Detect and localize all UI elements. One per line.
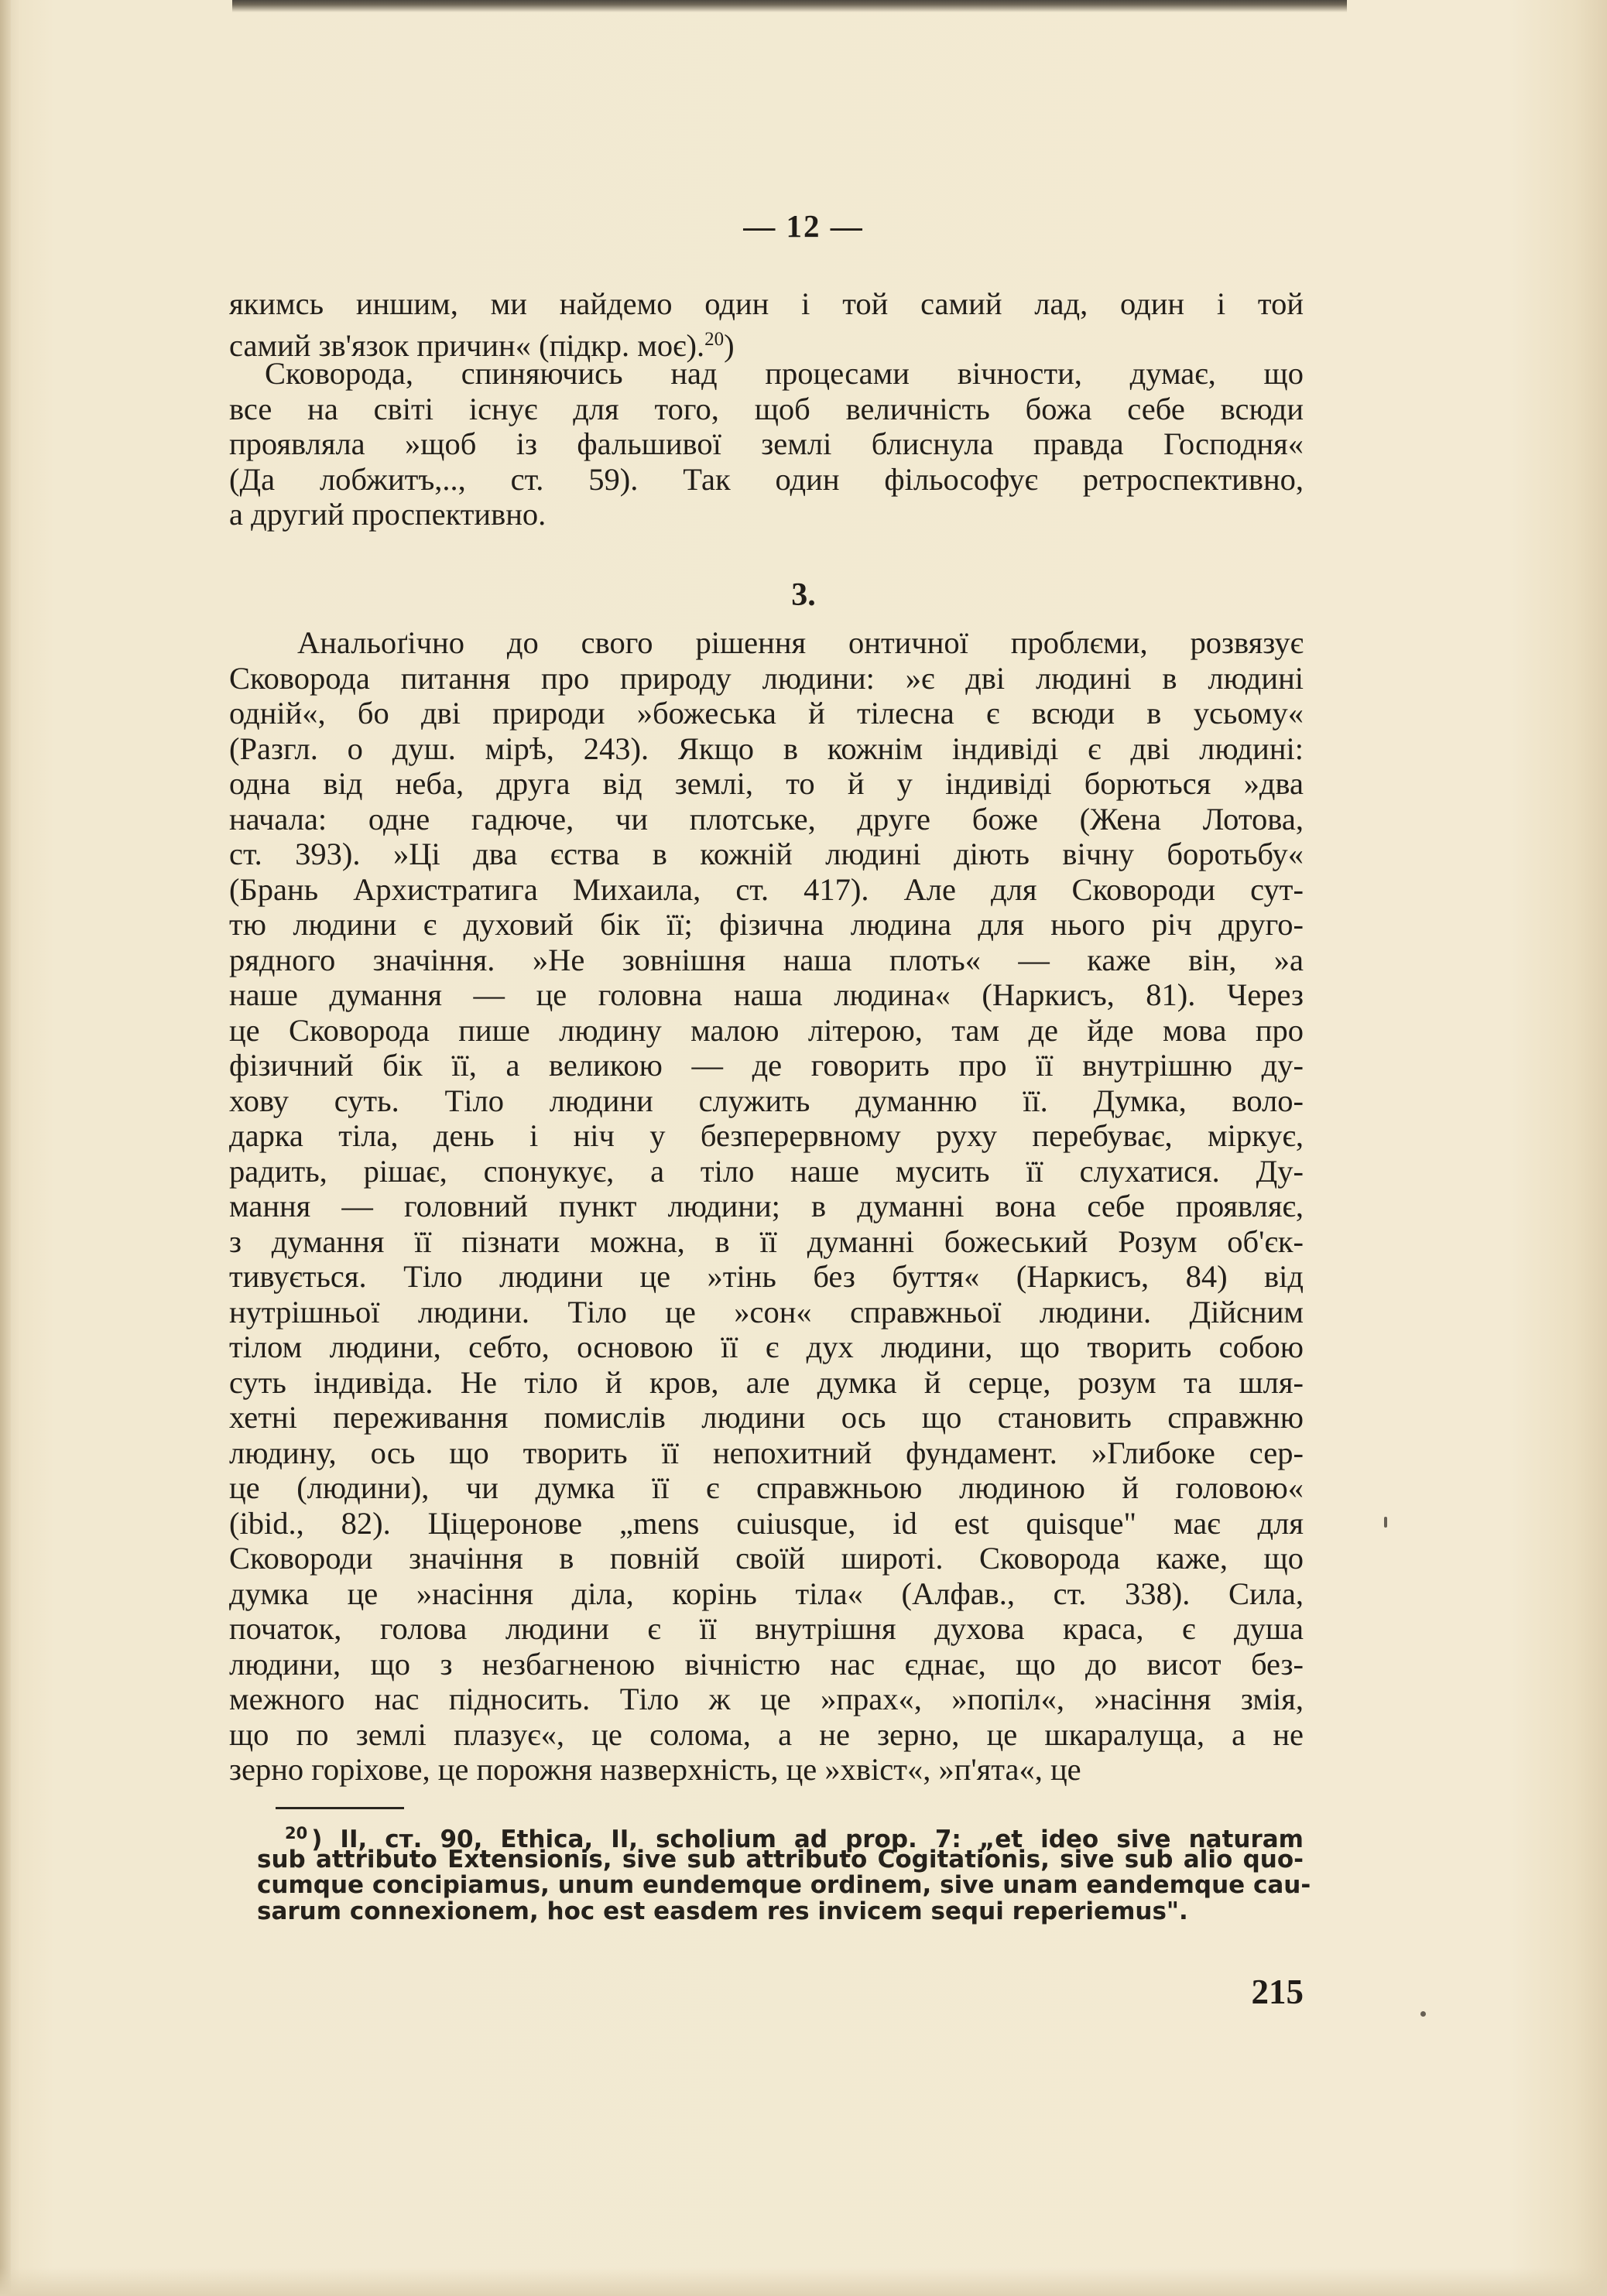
text-line: (Брань Архистратига Михаила, ст. 417). Але для Сковороди сут- xyxy=(229,871,1304,907)
text-line: дарка тіла, день і ніч у безперервному руху перебуває, міркує, xyxy=(229,1118,1304,1153)
text-line: це Сковорода пише людину малою літерою, там де йде мова про xyxy=(229,1012,1304,1048)
top-dark-edge xyxy=(232,0,1347,12)
margin-dot xyxy=(1420,2011,1426,2017)
text-line: фізичний бік її, а великою — де говорить про її внутрішню ду- xyxy=(229,1048,1304,1083)
text-line: проявляла »щоб із фальшивої землі блиснула правда Господня« xyxy=(229,426,1304,461)
text-line: тю людини є духовий бік її; фізична людина для нього річ друго- xyxy=(229,907,1304,942)
text-line: Сковороди значіння в повній своїй широті. Сковорода каже, що xyxy=(229,1541,1304,1576)
text-line: мання — головний пункт людини; в думанні вона себе проявляє, xyxy=(229,1189,1304,1223)
text-line xyxy=(229,322,1304,363)
margin-speck xyxy=(1384,1517,1387,1528)
section-number: 3. xyxy=(791,577,816,613)
text-line: а другий проспективно. xyxy=(229,497,547,532)
bottom-page-number: 215 xyxy=(1251,1973,1304,2011)
footnote-line: cumque concipiamus, unum eundemque ordinem, sive unam eandemque cau- xyxy=(257,1871,1311,1899)
text-line: Сковорода питання про природу людини: »є дві людині в людині xyxy=(229,660,1304,696)
text-line: тілом людини, себто, основою її є дух людини, що творить собою xyxy=(229,1329,1304,1364)
text-line: все на світі існує для того, щоб величність божа себе всюди xyxy=(229,391,1304,426)
text-line: (Да лобжитъ,.., ст. 59). Так один фільософує ретроспективно, xyxy=(229,461,1304,497)
footnote-marker: 20 xyxy=(285,1824,308,1843)
text-line: це (людини), чи думка її є справжньою людиною й головою« xyxy=(229,1470,1304,1505)
top-page-number: — 12 — xyxy=(743,208,864,244)
text-line: одній«, бо дві природи »божеська й тілесна є всюди в усьому« xyxy=(229,696,1304,731)
footnote-divider xyxy=(276,1807,404,1809)
text-line: початок, голова людини є її внутрішня духова краса, є душа xyxy=(229,1611,1304,1646)
text-line: зерно горіхове, це порожня назверхність, це »хвіст«, »п'ята«, це xyxy=(229,1752,1081,1787)
text-line: нутрішньої людини. Тіло це »сон« справжньої людини. Дійсним xyxy=(229,1294,1304,1329)
text-line: хетні переживання помислів людини ось що становить справжню xyxy=(229,1400,1304,1435)
text-line: думка це »насіння діла, корінь тіла« (Алфав., ст. 338). Сила, xyxy=(229,1576,1304,1611)
text-line: (Разгл. о душ. мірѣ, 243). Якщо в кожнім індивіді є дві людині: xyxy=(229,731,1304,766)
footnote-reference: 20 xyxy=(704,328,725,350)
footnote-text: ) II, ст. 90, Ethica, II, scholium ad prop. 7: „et ideo sive naturam xyxy=(311,1826,1304,1853)
text-line: межного нас підносить. Тіло ж це »прах«, »попіл«, »насіння змія, xyxy=(229,1682,1304,1716)
footnote-line: sarum connexionem, hoc est easdem res invicem sequi reperiemus". xyxy=(257,1897,1188,1925)
text-line: рядного значіння. »Не зовнішня наша плоть« — каже він, »а xyxy=(229,942,1304,977)
text-line: людини, що з незбагненою вічністю нас єднає, що до висот без- xyxy=(229,1646,1304,1682)
book-binding-edge xyxy=(0,0,11,2296)
continuation-paragraph xyxy=(229,286,1304,363)
footnote xyxy=(257,1821,1311,1925)
text-line: з думання її пізнати можна, в її думанні божеський Розум об'єк- xyxy=(229,1223,1304,1259)
text-line: радить, рішає, спонукує, а тіло наше мусить її слухатися. Ду- xyxy=(229,1153,1304,1189)
text-line: якимсь иншим, ми найдемо один і той самий лад, один і той xyxy=(229,286,1304,321)
paragraph-human-nature xyxy=(229,625,1304,1788)
text-line: людину, ось що творить її непохитний фундамент. »Глибоке сер- xyxy=(229,1435,1304,1470)
text-line: наше думання — це головна наша людина« (Наркисъ, 81). Через xyxy=(229,977,1304,1012)
text-line: тивується. Тіло людини це »тінь без буття« (Наркисъ, 84) від xyxy=(229,1259,1304,1294)
text-line: хову суть. Тіло людини служить думанню її. Думка, воло- xyxy=(229,1083,1304,1118)
text-line: що по землі плазує«, це солома, а не зерно, це шкаралуща, а не xyxy=(229,1716,1304,1752)
text-fragment: самий зв'язок причин« (підкр. моє). xyxy=(229,327,705,363)
text-line: начала: одне гадюче, чи плотське, друге боже (Жена Лотова, xyxy=(229,801,1304,837)
text-line: (ibid., 82). Ціцеронове „mens cuiusque, id est quisque" має для xyxy=(229,1505,1304,1541)
text-line: суть індивіда. Не тіло й кров, але думка й серце, розум та шля- xyxy=(229,1364,1304,1400)
text-line: Анальоґічно до свого рішення онтичної проблєми, розвязує xyxy=(297,625,1304,660)
paragraph-skovoroda-eternity xyxy=(229,356,1304,532)
text-line: одна від неба, друга від землі, то й у індивіді борються »два xyxy=(229,766,1304,801)
text-line: ст. 393). »Ці два єства в кожній людині діють вічну боротьбу« xyxy=(229,837,1304,871)
footnote-line: sub attributo Extensionis, sive sub attributo Cogitationis, sive sub alio quo- xyxy=(257,1845,1304,1873)
text-fragment: ) xyxy=(724,327,735,363)
footnote-line xyxy=(257,1821,1304,1853)
text-line: Сковорода, спиняючись над процесами вічности, думає, що xyxy=(265,356,1304,391)
page-bottom-shadow xyxy=(0,2267,1607,2296)
